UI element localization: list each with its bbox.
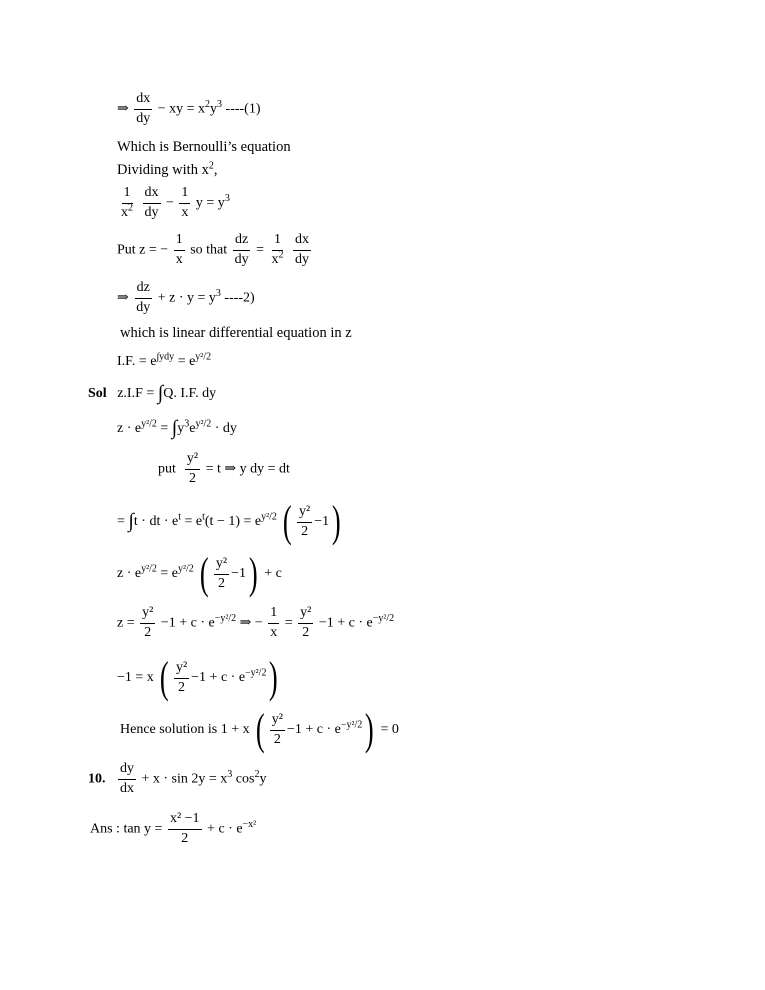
bernoulli-text: Which is Bernoulli’s equation — [117, 139, 291, 155]
dividing-text: Dividing with $x^2$, — [117, 160, 218, 178]
fraction-dx-dy: $\frac{dx}{dy}$ — [136, 91, 151, 126]
equation-2: ⇒ $\frac{dz}{dy}$ + $z \cdot y = y^3$ ----2) — [117, 280, 255, 315]
equation-1: ⇒ $\frac{dx}{dy}$ − xy = $x^2y^3$ ----(1) — [117, 91, 261, 126]
final-solution: Hence solution is 1 + x ( $\frac{\text{y²}}{2}$ $-1 + c \cdot e^{-y^2/2}) = 0$ — [120, 705, 399, 754]
answer-10: Ans : tan y = $\frac{\text{x² −1}}{2}$ + $c \cdot e^{-x^2}$ — [90, 811, 257, 846]
integral-evaluation: = ∫t · dt · $e^t = e^t(t - 1) = e^{y^2/2}$ ( $\frac{\text{y²}}{2}$ −1) — [117, 497, 341, 546]
integrating-factor: I.F. = $e^{\int ydy} = e^{y^2/2}$ — [117, 351, 212, 369]
minus-one-line: −1 = x ( $\frac{\text{y²}}{2}$ $-1 + c \cdot e^{-y^2/2}$) — [117, 653, 279, 702]
put-t-line: put $\frac{\text{y²}}{2}$ = t ⇒ y dy = dt — [158, 451, 290, 486]
z-explicit: z = $\frac{\text{y²}}{2}$ $-1 + c \cdot e^{-y^2/2}$ ⇒ − $\frac{1}{x}$ = $\frac{\text{y²}}{2}$ $-1 + c \cdot e^{-y^2/2}$ — [117, 605, 395, 640]
substitution-line: Put z = − $\frac{1}{x}$ so that $\frac{dz}{dy}$ = $\frac{1}{x^2}$ $\frac{dx}{dy}$ — [117, 232, 310, 267]
problem-number: 10. — [88, 771, 106, 787]
integral-setup: $z \cdot e^{y^2/2} = \int y^3e^{y^2/2}$ · dy — [117, 417, 237, 439]
sol-label: Sol — [88, 386, 107, 401]
z-solution: $z \cdot e^{y^2/2} = e^{y^2/2}$ ( $\frac{\text{y²}}{2}$ −1) + c — [117, 549, 282, 598]
implies-symbol: ⇒ — [117, 101, 129, 117]
equation-divided: $\frac{1}{x^2}$ $\frac{dx}{dy}$ − $\frac{1}{x}$ $y = y^3$ — [121, 185, 230, 220]
solution-formula: Sol z.I.F = ∫Q. I.F. dy — [88, 382, 217, 404]
problem-10: 10. $\frac{dy}{dx}$ + $x \cdot \sin 2y = x^3$ $\cos^2y$ — [88, 761, 267, 796]
linear-text: which is linear differential equation in z — [120, 325, 352, 341]
